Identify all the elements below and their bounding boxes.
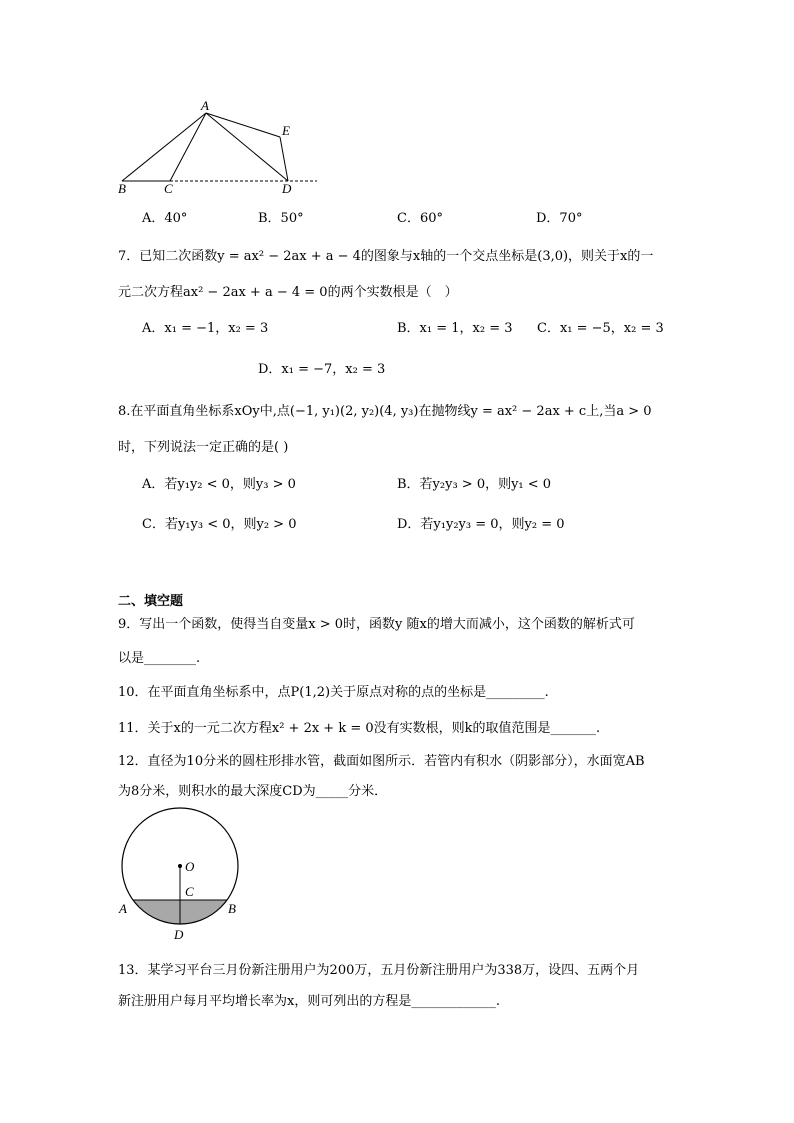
q13-line1: 13．某学习平台三月份新注册用户为200万，五月份新注册用户为338万，设四、五两个月 (118, 963, 640, 978)
q6-option-a: A．40° (142, 211, 188, 226)
q8-option-c: C．若y₁y₃ < 0，则y₂ > 0 (142, 517, 297, 532)
q12-line1: 12．直径为10分米的圆柱形排水管，截面如图所示．若管内有积水（阴影部分），水面宽AB (118, 754, 645, 769)
q7-line1: 7．已知二次函数y = ax² − 2ax + a − 4的图象与x轴的一个交点坐标是(3,0)，则关于x的一 (118, 249, 654, 264)
label-e: E (282, 123, 290, 138)
q7-option-d: D．x₁ = −7，x₂ = 3 (258, 362, 386, 377)
label-b: B (118, 181, 126, 196)
q9-line2: 以是________. (118, 651, 201, 666)
q6-option-b: B．50° (258, 211, 304, 226)
q8-line2: 时，下列说法一定正确的是( ) (118, 440, 289, 455)
q7-option-c: C．x₁ = −5，x₂ = 3 (537, 321, 664, 336)
q7-option-b: B．x₁ = 1，x₂ = 3 (397, 321, 513, 336)
q6-option-d: D．70° (536, 211, 583, 226)
label-o: O (185, 859, 195, 874)
q6-option-c: C．60° (397, 211, 443, 226)
pipe-figure (112, 800, 252, 945)
q10-line1: 10．在平面直角坐标系中，点P(1,2)关于原点对称的点的坐标是_________. (118, 685, 549, 700)
triangle-figure (112, 95, 332, 200)
q8-option-d: D．若y₁y₂y₃ = 0，则y₂ = 0 (397, 517, 565, 532)
q13-line2: 新注册用户每月平均增长率为x，则可列出的方程是_____________. (118, 994, 500, 1009)
q12-line2: 为8分米，则积水的最大深度CD为_____分米． (118, 784, 388, 799)
label-a2: A (119, 901, 127, 916)
q8-option-a: A．若y₁y₂ < 0，则y₃ > 0 (142, 477, 296, 492)
q7-line2: 元二次方程ax² − 2ax + a − 4 = 0的两个实数根是（ ） (118, 285, 458, 300)
q8-line1: 8.在平面直角坐标系xOy中,点(−1, y₁)(2, y₂)(4, y₃)在抛物线y = ax² − 2ax + c上,当a > 0 (118, 404, 652, 419)
q11-line1: 11．关于x的一元二次方程x² + 2x + k = 0没有实数根，则k的取值范围是_______. (118, 721, 601, 736)
label-c: C (164, 181, 173, 196)
q9-line1: 9．写出一个函数，使得当自变量x > 0时，函数y 随x的增大而减小，这个函数的解析式可 (118, 617, 635, 632)
label-d: D (282, 181, 292, 196)
label-a: A (201, 98, 209, 113)
q8-option-b: B．若y₂y₃ > 0，则y₁ < 0 (397, 477, 552, 492)
label-c2: C (185, 884, 194, 899)
label-b2: B (228, 901, 236, 916)
q7-option-a: A．x₁ = −1，x₂ = 3 (142, 321, 269, 336)
section-title: 二、填空题 (118, 594, 184, 609)
label-d2: D (174, 927, 184, 942)
